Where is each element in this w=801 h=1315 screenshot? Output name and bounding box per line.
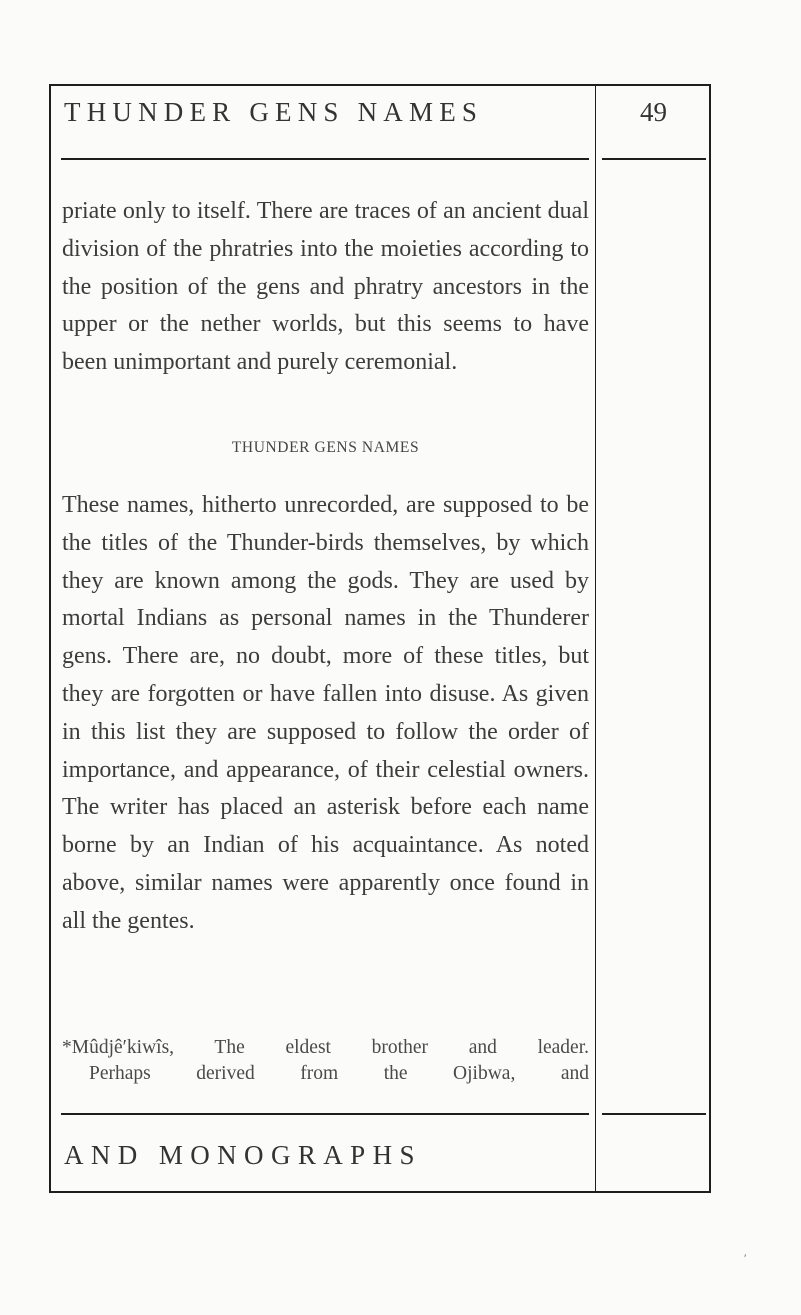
running-header-title: THUNDER GENS NAMES	[64, 97, 484, 127]
column-divider	[595, 84, 596, 1193]
frame-top-border	[49, 84, 711, 86]
running-footer-title: AND MONOGRAPHS	[64, 1140, 422, 1170]
frame-left-border	[49, 84, 51, 1193]
header-rule-right	[602, 158, 706, 160]
name-entry-line-1: *Mûdjê′kiwîs, The eldest brother and leader.	[62, 1037, 589, 1058]
frame-right-border	[709, 84, 711, 1193]
frame-bottom-border	[49, 1191, 711, 1193]
header-rule-left	[61, 158, 589, 160]
footer-rule-right	[602, 1113, 706, 1115]
name-entry-line-2: Perhaps derived from the Ojibwa, and	[89, 1062, 589, 1084]
body-paragraph-intro: These names, hitherto unrecorded, are supposed to be the titles of the Thunder-birds themselves, by which they are known among the gods. They are used by mortal Indians as personal names in the Thunderer gens. There are, no doubt, more of these titles, but they are forgotten or have fallen into disuse. As given in this list they are supposed to follow the order of importance, and appearance, of their celestial owners. The writer has placed an asterisk before each name borne by an Indian of his acquaintance. As noted above, similar names were apparently once found in all the gentes.	[62, 492, 589, 934]
body-paragraph-continuation: priate only to itself. There are traces of an ancient dual division of the phratries into the moieties according to the position of the gens and phratry ancestors in the upper or the nether worlds, but this seems to have been unimportant and purely ceremonial.	[62, 198, 589, 376]
ink-speck: ′	[744, 1251, 747, 1265]
page-number: 49	[640, 97, 667, 127]
section-heading: THUNDER GENS NAMES	[231, 439, 420, 456]
name-entry	[62, 1035, 589, 1086]
footer-rule-left	[61, 1113, 589, 1115]
